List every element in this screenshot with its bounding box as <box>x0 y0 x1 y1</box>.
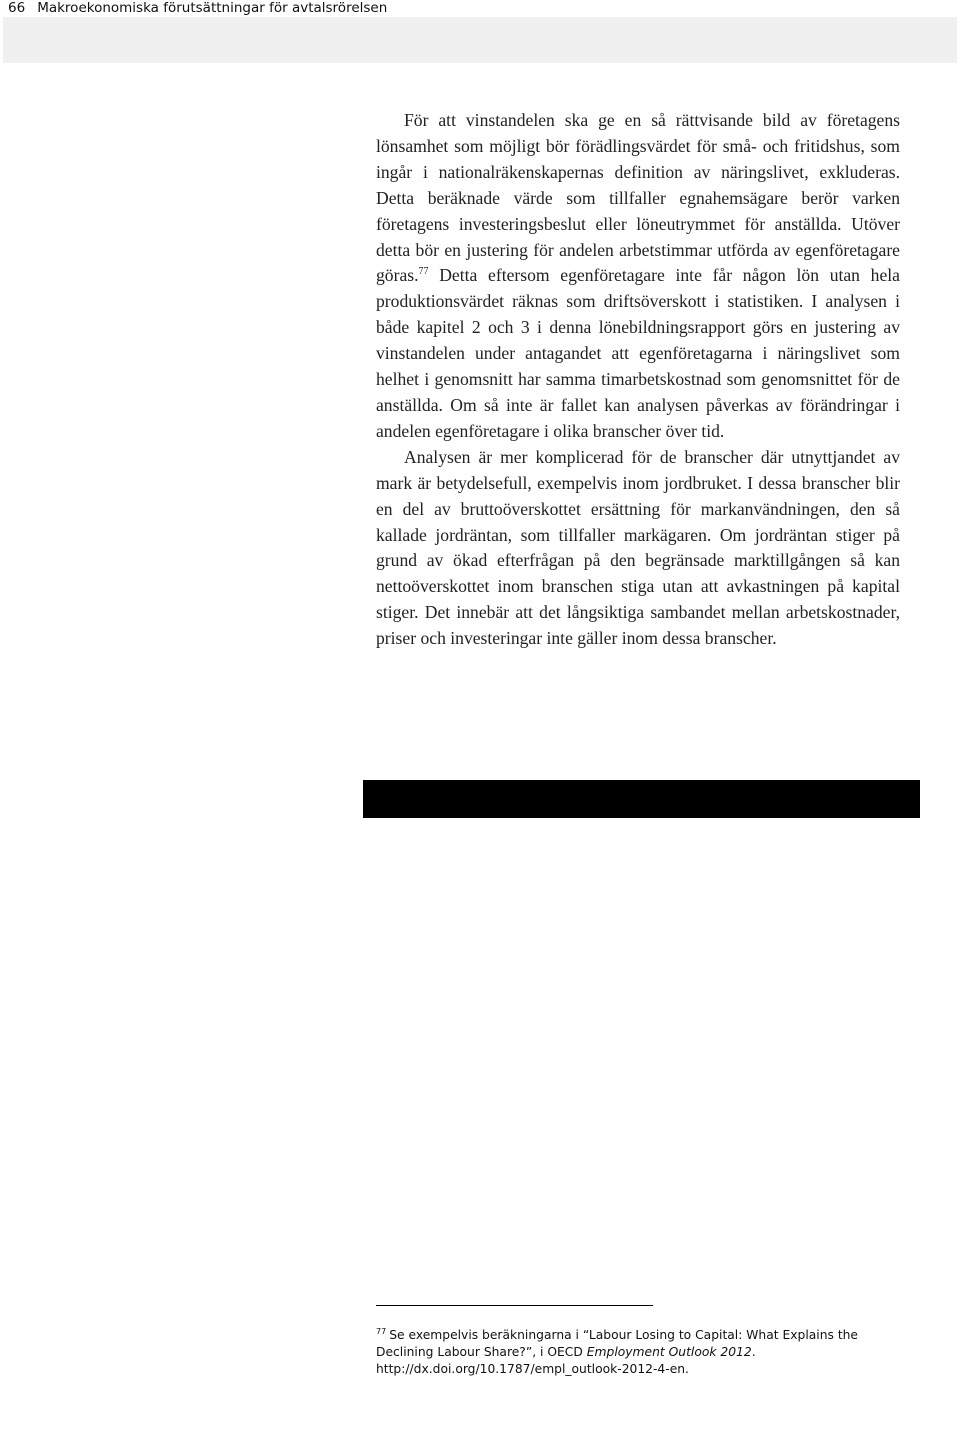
footnote-reference[interactable]: 77 <box>418 266 429 278</box>
footnote-text-a: Se exempelvis beräkningarna i “Labour Losing to Capital: What Explains the Declining Labour Share?”, i OECD <box>376 1328 858 1359</box>
header-band <box>3 17 957 63</box>
footnote-text-b: . <box>751 1345 756 1359</box>
paragraph-1-text-b: Detta eftersom egenföretagare inte får någon lön utan hela produktionsvärdet räknas som driftsöverskott i statistiken. I analysen i både kapitel 2 och 3 i denna lönebildningsrapport görs en justering av vinstandelen under antagandet att egenföretagarna i näringslivet som helhet i genomsnitt har samma timarbetskostnad som genomsnittet för de anställda. Om så inte är fallet kan analysen påverkas av förändringar i andelen egenföretagare i olika branscher över tid. <box>376 265 900 441</box>
body-text <box>376 108 900 652</box>
footnote-separator <box>376 1305 653 1306</box>
footnote-marker: 77 <box>376 1326 387 1336</box>
page-header <box>8 0 387 16</box>
footnote-77 <box>376 1327 906 1378</box>
running-title: Makroekonomiska förutsättningar för avtalsrörelsen <box>37 0 388 16</box>
paragraph-1-text-a: För att vinstandelen ska ge en så rättvisande bild av företagens lönsamhet som möjligt bör förädlingsvärdet för små- och fritidshus, som ingår i nationalräkenskapernas definition av näringslivet, exkluderas. Detta beräknade värde som tillfaller egnahemsägare berör varken företagens investeringsbeslut eller löneutrymmet för anställda. Utöver detta bör en justering för andelen arbetstimmar utförda av egenföretagare göras. <box>376 110 900 286</box>
paragraph-2: Analysen är mer komplicerad för de branscher där utnyttjandet av mark är betydelsefull, exempelvis inom jordbruket. I dessa branscher blir en del av bruttoöverskottet ersättning för markanvändningen, den så kallade jordräntan, som tillfaller markägaren. Om jordräntan stiger på grund av ökad efterfrågan på den begränsade marktillgången så kan nettoöverskottet inom branschen stiga utan att avkastningen på kapital stiger. Det innebär att det långsiktiga sambandet mellan arbetskostnader, priser och investeringar inte gäller inom dessa branscher. <box>376 446 900 649</box>
redaction-bar <box>363 780 920 818</box>
page-number: 66 <box>8 0 26 16</box>
paragraph-1 <box>376 108 900 445</box>
footnote-url-link[interactable]: http://dx.doi.org/10.1787/empl_outlook-2012-4-en. <box>376 1362 689 1376</box>
footnote-publication: Employment Outlook 2012 <box>586 1345 752 1359</box>
